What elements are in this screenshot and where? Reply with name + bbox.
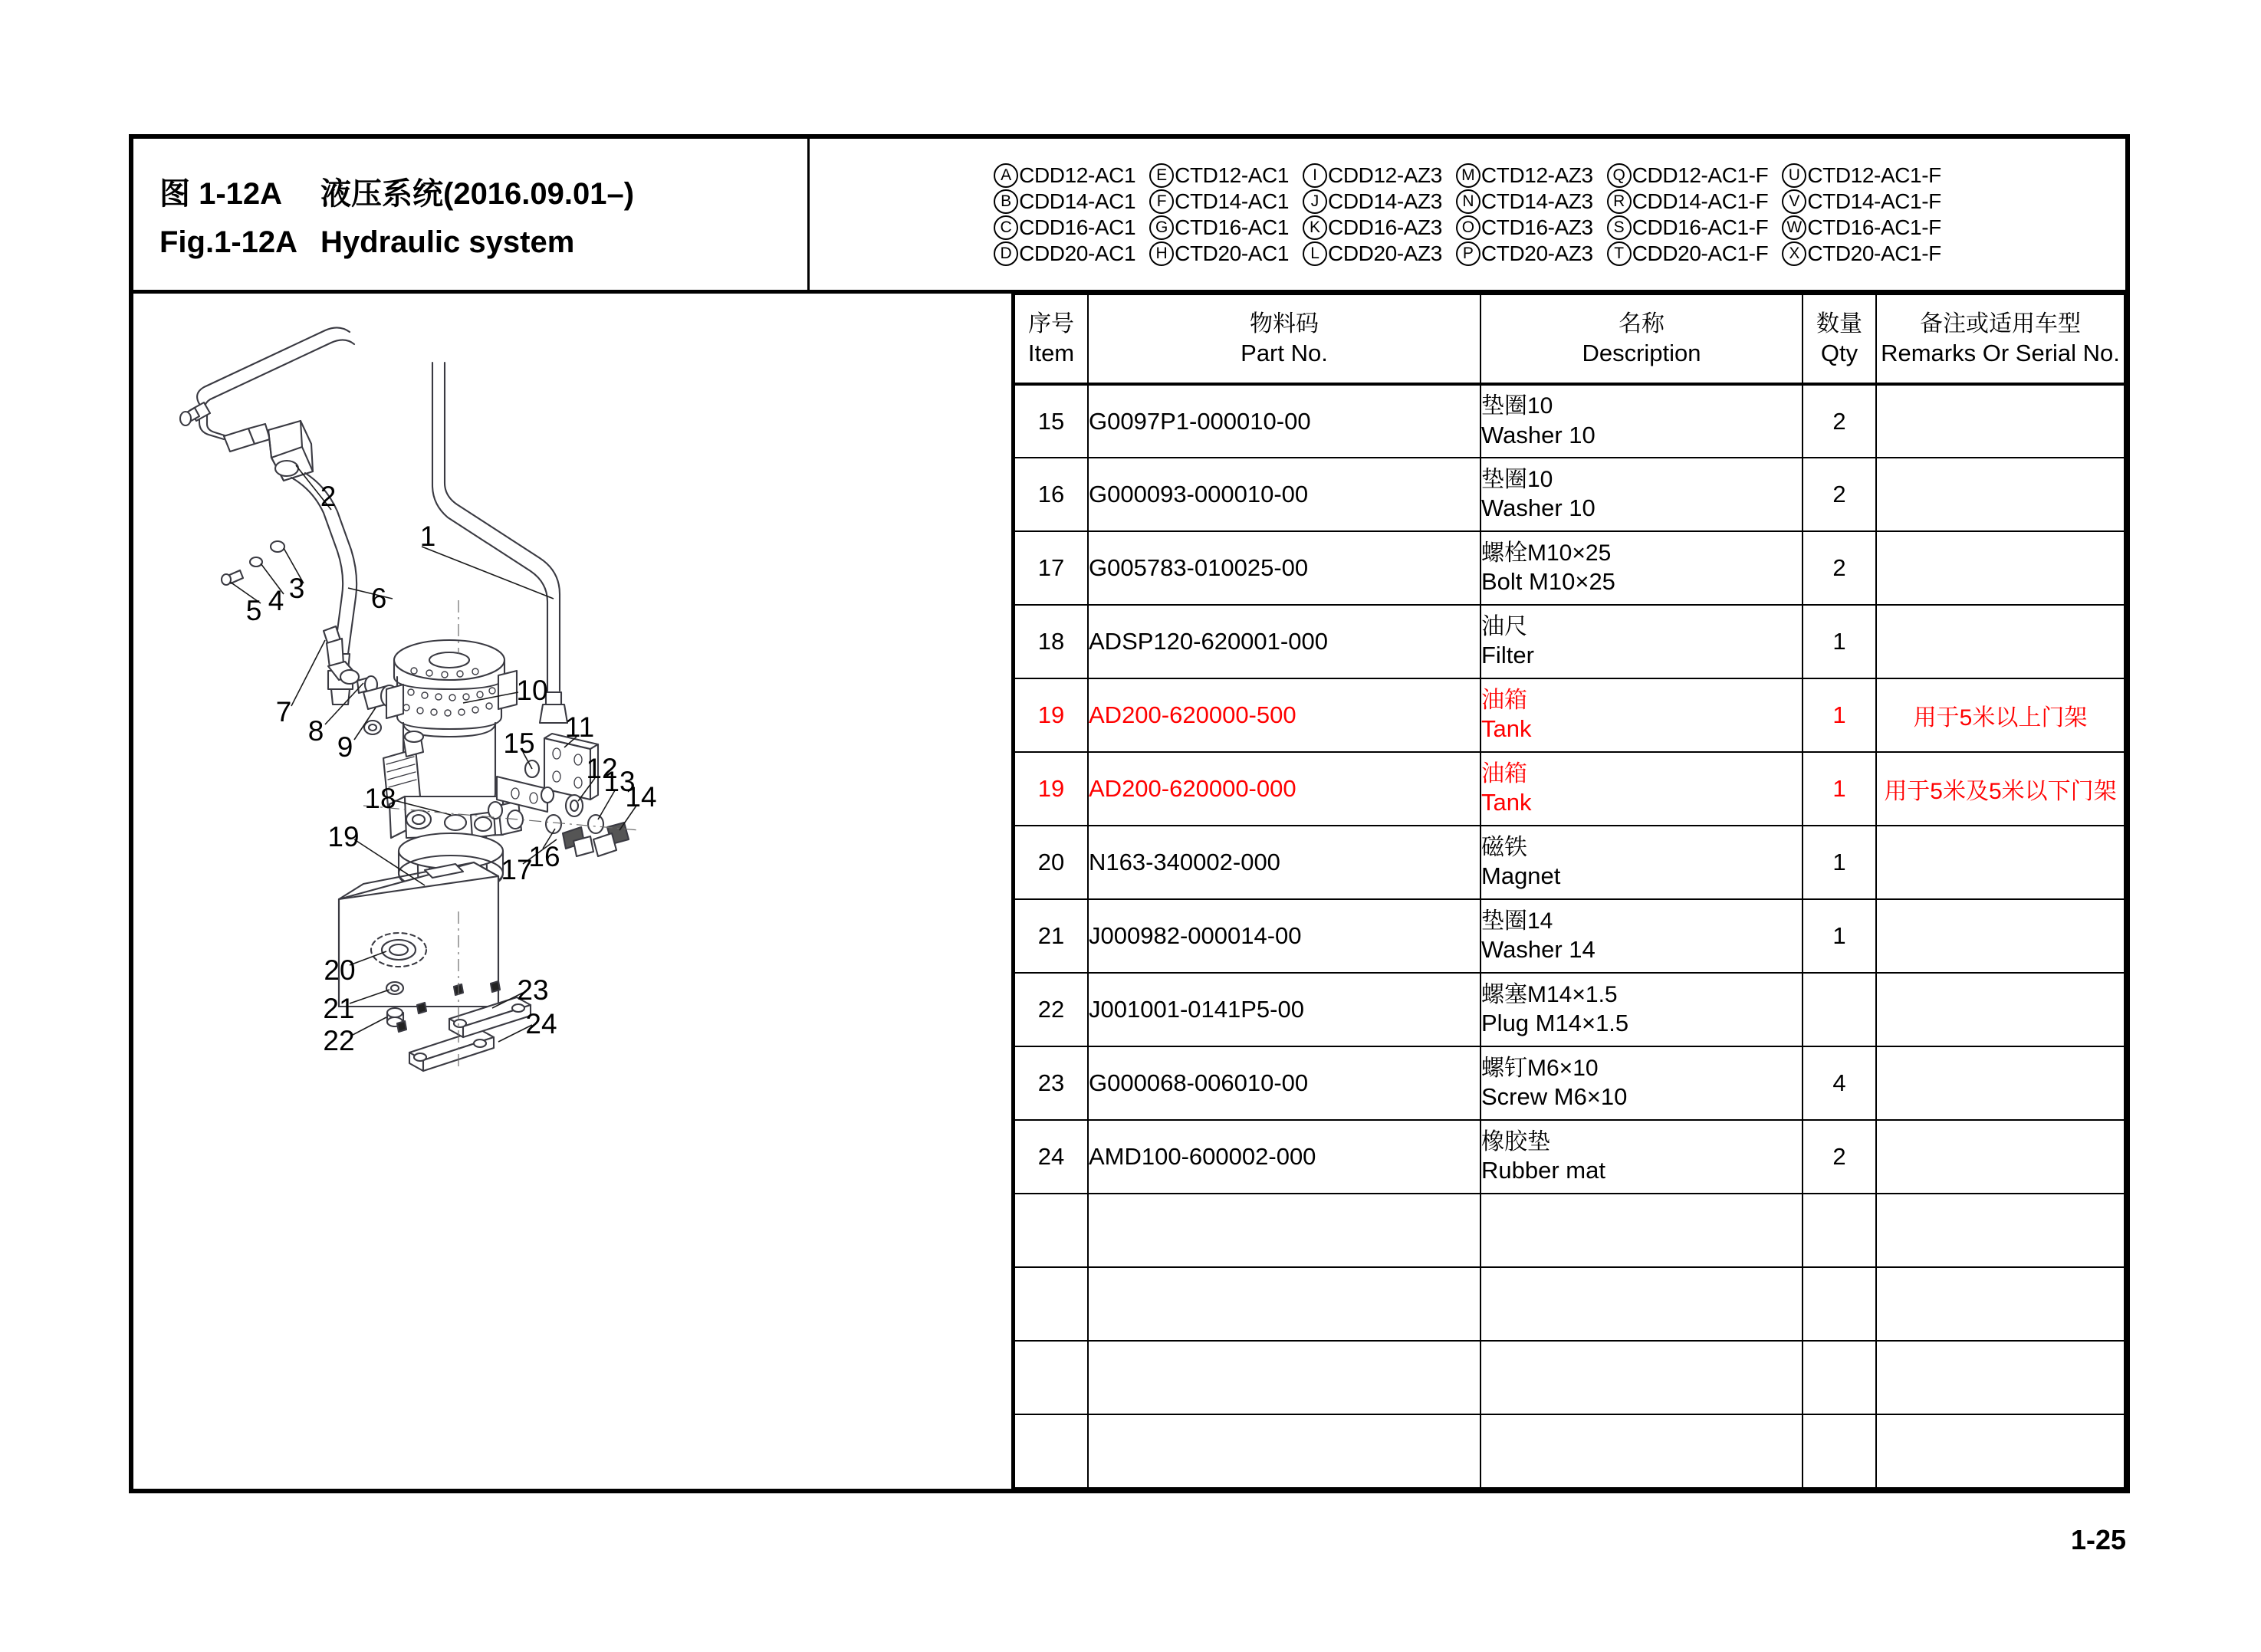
- table-row-empty: [1014, 1194, 2125, 1267]
- description-en: Bolt M10×25: [1481, 568, 1615, 596]
- cell-description: [1480, 752, 1803, 826]
- model-code-x: [1782, 241, 1941, 266]
- description-en: Washer 14: [1481, 936, 1596, 964]
- circled-letter-icon: H: [1149, 241, 1174, 266]
- callout-1: 1: [419, 521, 436, 552]
- model-code-n: [1456, 189, 1593, 214]
- cell-part-no: G005783-010025-00: [1088, 531, 1480, 605]
- model-code-text: CTD14-AC1-F: [1807, 189, 1941, 213]
- table-row-empty: [1014, 1341, 2125, 1414]
- circled-letter-icon: V: [1782, 189, 1806, 214]
- cell-description: [1480, 1120, 1803, 1194]
- model-code-m: [1456, 163, 1593, 188]
- circled-letter-icon: E: [1149, 163, 1174, 188]
- cell-part-no: J000982-000014-00: [1088, 899, 1480, 973]
- cell-qty: 1: [1803, 752, 1876, 826]
- model-code-text: CDD12-AC1-F: [1632, 163, 1769, 187]
- cell-description: [1480, 1046, 1803, 1120]
- circled-letter-icon: X: [1782, 241, 1806, 266]
- callout-19: 19: [327, 821, 360, 852]
- callout-6: 6: [370, 583, 387, 614]
- model-code-b: [994, 189, 1135, 214]
- table-row: [1014, 752, 2125, 826]
- callout-24: 24: [525, 1008, 557, 1039]
- cell-remarks: [1876, 752, 2125, 826]
- cell-empty: [1088, 1267, 1480, 1341]
- cell-empty: [1088, 1341, 1480, 1414]
- callout-17: 17: [501, 854, 533, 885]
- figure-title-en: Hydraulic system: [320, 225, 575, 259]
- model-code-text: CTD12-AC1: [1175, 163, 1290, 187]
- model-code-text: CDD16-AC1-F: [1632, 215, 1769, 239]
- callout-7: 7: [275, 696, 292, 727]
- description-en: Screw M6×10: [1481, 1083, 1628, 1111]
- parts-table-body: [1014, 384, 2125, 1488]
- model-code-a: [994, 163, 1135, 188]
- callout-10: 10: [516, 675, 548, 706]
- cell-remarks: [1876, 1120, 2125, 1194]
- cell-remarks: [1876, 1046, 2125, 1120]
- model-code-k: [1303, 215, 1442, 240]
- cell-empty: [1876, 1267, 2125, 1341]
- callout-13: 13: [603, 766, 636, 797]
- model-code-text: CTD12-AC1-F: [1807, 163, 1941, 187]
- cell-remarks: [1876, 384, 2125, 458]
- model-code-o: [1456, 215, 1593, 240]
- cell-qty: 1: [1803, 826, 1876, 899]
- figure-title-cn: 液压系统(2016.09.01–): [320, 176, 635, 211]
- model-code-j: [1303, 189, 1442, 214]
- callout-9: 9: [337, 731, 353, 763]
- description-cn: 油箱: [1481, 760, 1527, 787]
- table-header-row: [1014, 294, 2125, 384]
- sheet-body: [133, 294, 2125, 1489]
- circled-letter-icon: S: [1607, 215, 1632, 240]
- table-row: [1014, 1046, 2125, 1120]
- cell-part-no: N163-340002-000: [1088, 826, 1480, 899]
- cell-empty: [1014, 1194, 1088, 1267]
- model-code-text: CTD16-AC1-F: [1807, 215, 1941, 239]
- model-code-v: [1782, 189, 1941, 214]
- header-item-cn: 序号: [1028, 310, 1074, 337]
- callout-21: 21: [323, 993, 355, 1024]
- cell-description: [1480, 899, 1803, 973]
- sheet-header: [133, 139, 2125, 294]
- cell-part-no: ADSP120-620001-000: [1088, 605, 1480, 678]
- description-cn: 螺钉M6×10: [1481, 1055, 1599, 1081]
- header-item-en: Item: [1027, 340, 1075, 367]
- cell-part-no: AMD100-600002-000: [1088, 1120, 1480, 1194]
- cell-part-no: G0097P1-000010-00: [1088, 384, 1480, 458]
- header-qty: [1803, 294, 1876, 384]
- cell-part-no: AD200-620000-000: [1088, 752, 1480, 826]
- description-en: Plug M14×1.5: [1481, 1010, 1629, 1037]
- cell-empty: [1876, 1194, 2125, 1267]
- cell-empty: [1480, 1341, 1803, 1414]
- cell-part-no: J001001-0141P5-00: [1088, 973, 1480, 1046]
- circled-letter-icon: K: [1303, 215, 1327, 240]
- cell-remarks: [1876, 826, 2125, 899]
- cell-item: 15: [1014, 384, 1088, 458]
- table-row: [1014, 605, 2125, 678]
- callout-5: 5: [245, 595, 262, 626]
- circled-letter-icon: J: [1303, 189, 1327, 214]
- header-part-no: [1088, 294, 1480, 384]
- model-code-c: [994, 215, 1135, 240]
- circled-letter-icon: Q: [1607, 163, 1632, 188]
- callout-8: 8: [307, 715, 324, 747]
- circled-letter-icon: B: [994, 189, 1018, 214]
- cell-empty: [1480, 1414, 1803, 1488]
- description-cn: 油尺: [1481, 613, 1527, 639]
- description-en: Magnet: [1481, 862, 1561, 890]
- cell-empty: [1876, 1414, 2125, 1488]
- cell-empty: [1014, 1341, 1088, 1414]
- table-row: [1014, 384, 2125, 458]
- table-row-empty: [1014, 1414, 2125, 1488]
- cell-empty: [1480, 1267, 1803, 1341]
- description-cn: 垫圈10: [1481, 393, 1553, 419]
- model-code-p: [1456, 241, 1593, 266]
- model-code-text: CDD14-AZ3: [1328, 189, 1442, 213]
- table-row-empty: [1014, 1267, 2125, 1341]
- cell-item: 19: [1014, 752, 1088, 826]
- callout-14: 14: [625, 781, 657, 813]
- table-row: [1014, 531, 2125, 605]
- header-remarks-cn: 备注或适用车型: [1920, 310, 2081, 337]
- cell-remarks: [1876, 973, 2125, 1046]
- model-code-w: [1782, 215, 1941, 240]
- cell-item: 22: [1014, 973, 1088, 1046]
- cell-qty: 1: [1803, 899, 1876, 973]
- header-description-en: Description: [1582, 340, 1701, 367]
- model-code-text: CDD14-AC1-F: [1632, 189, 1769, 213]
- cell-remarks: [1876, 899, 2125, 973]
- cell-item: 24: [1014, 1120, 1088, 1194]
- applicable-models-block: [810, 139, 2125, 290]
- circled-letter-icon: T: [1607, 241, 1632, 266]
- circled-letter-icon: G: [1149, 215, 1174, 240]
- model-code-d: [994, 241, 1135, 266]
- table-row: [1014, 973, 2125, 1046]
- title-row-english: [159, 225, 807, 260]
- callout-4: 4: [268, 585, 284, 616]
- model-code-s: [1607, 215, 1769, 240]
- callout-12: 12: [586, 753, 618, 784]
- model-code-text: CTD20-AC1: [1175, 241, 1290, 265]
- cell-description: [1480, 531, 1803, 605]
- description-en: Rubber mat: [1481, 1157, 1605, 1184]
- header-remarks-en: Remarks Or Serial No.: [1881, 340, 2120, 367]
- circled-letter-icon: O: [1456, 215, 1480, 240]
- cell-remarks: [1876, 605, 2125, 678]
- model-code-g: [1149, 215, 1289, 240]
- model-code-e: [1149, 163, 1289, 188]
- table-row: [1014, 458, 2125, 531]
- model-code-text: CDD16-AC1: [1019, 215, 1136, 239]
- cell-description: [1480, 973, 1803, 1046]
- cell-item: 21: [1014, 899, 1088, 973]
- cell-qty: 2: [1803, 458, 1876, 531]
- table-row: [1014, 899, 2125, 973]
- cell-qty: 4: [1803, 1046, 1876, 1120]
- remarks-text: 用于5米及5米以下门架: [1884, 779, 2117, 804]
- header-item: [1014, 294, 1088, 384]
- drawing-sheet-frame: [129, 134, 2130, 1493]
- description-cn: 磁铁: [1481, 834, 1527, 860]
- cell-item: 19: [1014, 678, 1088, 752]
- header-part-no-cn: 物料码: [1250, 310, 1319, 337]
- remarks-text: 用于5米以上门架: [1913, 705, 2088, 731]
- model-code-text: CDD12-AZ3: [1328, 163, 1442, 187]
- model-code-t: [1607, 241, 1769, 266]
- callout-18: 18: [364, 783, 396, 814]
- table-row: [1014, 1120, 2125, 1194]
- circled-letter-icon: I: [1303, 163, 1327, 188]
- parts-table: [1014, 294, 2125, 1489]
- model-code-text: CDD20-AC1-F: [1632, 241, 1769, 265]
- title-block: [133, 139, 810, 290]
- cell-item: 16: [1014, 458, 1088, 531]
- description-en: Washer 10: [1481, 494, 1596, 522]
- model-code-text: CTD20-AC1-F: [1807, 241, 1941, 265]
- model-code-text: CTD14-AC1: [1175, 189, 1290, 213]
- callout-11: 11: [564, 711, 595, 743]
- cell-description: [1480, 826, 1803, 899]
- cell-item: 23: [1014, 1046, 1088, 1120]
- model-code-text: CTD16-AC1: [1175, 215, 1290, 239]
- header-description-cn: 名称: [1619, 310, 1665, 337]
- header-part-no-en: Part No.: [1241, 340, 1328, 367]
- cell-qty: 1: [1803, 605, 1876, 678]
- circled-letter-icon: A: [994, 163, 1018, 188]
- cell-empty: [1876, 1341, 2125, 1414]
- callout-3: 3: [288, 573, 305, 604]
- circled-letter-icon: F: [1149, 189, 1174, 214]
- cell-description: [1480, 678, 1803, 752]
- cell-empty: [1088, 1194, 1480, 1267]
- description-cn: 垫圈10: [1481, 466, 1553, 492]
- page-number: 1-25: [2070, 1524, 2126, 1555]
- description-cn: 垫圈14: [1481, 908, 1553, 934]
- description-cn: 螺塞M14×1.5: [1481, 981, 1618, 1007]
- callout-22: 22: [323, 1025, 355, 1056]
- parts-list-pane: [1014, 294, 2125, 1489]
- callout-16: 16: [528, 841, 560, 872]
- description-cn: 油箱: [1481, 687, 1527, 713]
- model-code-f: [1149, 189, 1289, 214]
- cell-empty: [1480, 1194, 1803, 1267]
- header-remarks: [1876, 294, 2125, 384]
- table-row: [1014, 826, 2125, 899]
- table-row: [1014, 678, 2125, 752]
- cell-empty: [1088, 1414, 1480, 1488]
- circled-letter-icon: W: [1782, 215, 1806, 240]
- cell-description: [1480, 384, 1803, 458]
- model-code-grid: [994, 163, 1941, 266]
- model-code-u: [1782, 163, 1941, 188]
- description-en: Filter: [1481, 642, 1534, 669]
- model-code-text: CDD14-AC1: [1019, 189, 1136, 213]
- figure-number-cn: 图 1-12A: [159, 176, 283, 211]
- cell-empty: [1803, 1341, 1876, 1414]
- cell-description: [1480, 458, 1803, 531]
- model-code-text: CTD12-AZ3: [1480, 163, 1593, 187]
- exploded-view-pane: [133, 294, 1014, 1489]
- callout-15: 15: [503, 727, 535, 759]
- description-en: Washer 10: [1481, 421, 1596, 448]
- description-en: Tank: [1481, 715, 1532, 743]
- cell-empty: [1014, 1267, 1088, 1341]
- description-cn: 螺栓M10×25: [1481, 540, 1612, 566]
- callout-23: 23: [517, 974, 549, 1006]
- circled-letter-icon: R: [1607, 189, 1632, 214]
- cell-remarks: [1876, 458, 2125, 531]
- cell-empty: [1014, 1414, 1088, 1488]
- cell-qty: [1803, 973, 1876, 1046]
- cell-qty: 1: [1803, 678, 1876, 752]
- header-qty-cn: 数量: [1816, 310, 1862, 337]
- circled-letter-icon: C: [994, 215, 1018, 240]
- description-cn: 橡胶垫: [1481, 1128, 1550, 1154]
- description-en: Tank: [1481, 789, 1532, 816]
- cell-qty: 2: [1803, 1120, 1876, 1194]
- circled-letter-icon: U: [1782, 163, 1806, 188]
- cell-part-no: G000068-006010-00: [1088, 1046, 1480, 1120]
- model-code-text: CDD16-AZ3: [1328, 215, 1442, 239]
- circled-letter-icon: N: [1456, 189, 1480, 214]
- title-row-chinese: [159, 169, 807, 213]
- header-qty-en: Qty: [1820, 340, 1858, 367]
- circled-letter-icon: M: [1456, 163, 1480, 188]
- model-code-text: CTD20-AZ3: [1480, 241, 1593, 265]
- cell-qty: 2: [1803, 531, 1876, 605]
- model-code-h: [1149, 241, 1289, 266]
- cell-item: 18: [1014, 605, 1088, 678]
- cell-remarks: [1876, 531, 2125, 605]
- model-code-text: CDD12-AC1: [1019, 163, 1136, 187]
- cell-remarks: [1876, 678, 2125, 752]
- cell-qty: 2: [1803, 384, 1876, 458]
- model-code-r: [1607, 189, 1769, 214]
- cell-empty: [1803, 1194, 1876, 1267]
- model-code-l: [1303, 241, 1442, 266]
- circled-letter-icon: D: [994, 241, 1018, 266]
- cell-item: 17: [1014, 531, 1088, 605]
- circled-letter-icon: L: [1303, 241, 1327, 266]
- header-description: [1480, 294, 1803, 384]
- cell-empty: [1803, 1267, 1876, 1341]
- model-code-q: [1607, 163, 1769, 188]
- cell-empty: [1803, 1414, 1876, 1488]
- model-code-text: CDD20-AZ3: [1328, 241, 1442, 265]
- hydraulic-system-exploded-drawing: [133, 294, 1014, 1489]
- model-code-text: CTD16-AZ3: [1480, 215, 1593, 239]
- callout-2: 2: [320, 481, 337, 512]
- circled-letter-icon: P: [1456, 241, 1480, 266]
- cell-part-no: AD200-620000-500: [1088, 678, 1480, 752]
- model-code-i: [1303, 163, 1442, 188]
- cell-item: 20: [1014, 826, 1088, 899]
- figure-number-en: Fig.1-12A: [159, 225, 298, 259]
- model-code-text: CTD14-AZ3: [1480, 189, 1593, 213]
- cell-part-no: G000093-000010-00: [1088, 458, 1480, 531]
- model-code-text: CDD20-AC1: [1019, 241, 1136, 265]
- cell-description: [1480, 605, 1803, 678]
- callout-20: 20: [324, 954, 356, 986]
